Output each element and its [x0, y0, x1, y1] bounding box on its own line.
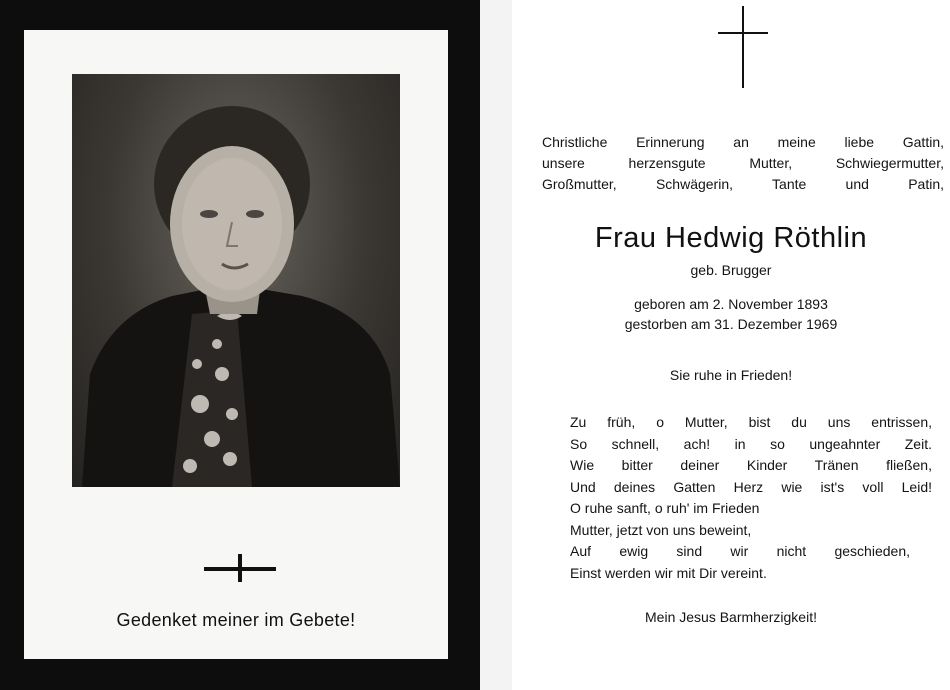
portrait-illustration — [72, 74, 400, 487]
portrait-photo — [72, 74, 400, 487]
prayer-text: Gedenket meiner im Gebete! — [116, 610, 356, 630]
closing-prayer: Mein Jesus Barmherzigkeit! — [645, 609, 817, 625]
cross-icon — [204, 554, 276, 582]
memorial-card-text — [512, 0, 950, 690]
poem-line: Einst werden wir mit Dir vereint. — [570, 564, 767, 581]
cross-icon — [718, 6, 768, 88]
poem-line: Und deines Gatten Herz wie ist's voll Leid! — [570, 478, 932, 495]
memorial-poem — [570, 412, 932, 584]
card-front-inner — [24, 30, 448, 659]
poem-line: Auf ewig sind wir nicht geschieden, — [570, 543, 910, 559]
poem-line: So schnell, ach! in so ungeahnter Zeit. — [570, 435, 932, 452]
poem-line: Mutter, jetzt von uns beweint, — [570, 521, 752, 538]
intro-line: unsere herzensgute Mutter, Schwiegermutter, — [542, 155, 944, 171]
poem-line: Wie bitter deiner Kinder Tränen fließen, — [570, 457, 932, 473]
poem-line: O ruhe sanft, o ruh' im Frieden — [570, 500, 760, 516]
poem-line: Zu früh, o Mutter, bist du uns entrissen, — [570, 414, 932, 430]
birth-date: geboren am 2. November 1893 — [634, 296, 828, 312]
life-dates — [512, 294, 950, 334]
intro-line: Christliche Erinnerung an meine liebe Gattin, — [542, 134, 944, 150]
intro-text — [542, 132, 944, 195]
death-date: gestorben am 31. Dezember 1969 — [624, 316, 838, 332]
maiden-name: geb. Brugger — [690, 262, 772, 278]
card-gap — [480, 0, 512, 690]
rest-in-peace: Sie ruhe in Frieden! — [669, 367, 793, 383]
intro-line: Großmutter, Schwägerin, Tante und Patin, — [542, 176, 944, 192]
deceased-name: Frau Hedwig Röthlin — [594, 222, 868, 254]
